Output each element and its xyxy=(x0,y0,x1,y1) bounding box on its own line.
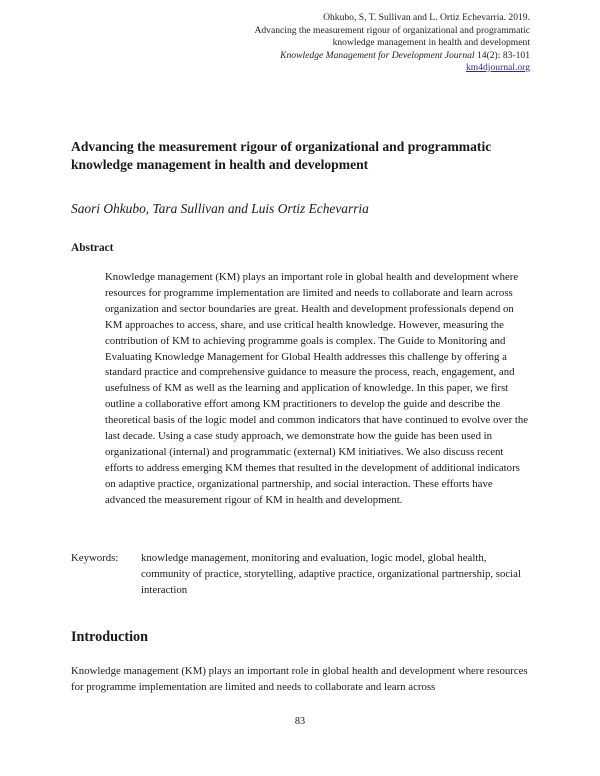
paper-title: Advancing the measurement rigour of organizational and programmatic knowledge management in health and development xyxy=(71,139,492,172)
abstract-heading: Abstract xyxy=(71,242,114,254)
running-header xyxy=(190,12,530,75)
keywords-label: Keywords: xyxy=(71,552,119,564)
journal-issue: 14(2): 83-101 xyxy=(474,49,530,61)
journal-name: Knowledge Management for Development Journal xyxy=(280,49,475,61)
page-number: 83 xyxy=(294,716,306,727)
header-article-title-line-1: Advancing the measurement rigour of organizational and programmatic xyxy=(254,24,530,36)
keywords-text: knowledge management, monitoring and evaluation, logic model, global health, community of practice, storytelling, adaptive practice, organizational partnership, social interaction xyxy=(141,552,521,596)
header-article-title-line-2: knowledge management in health and development xyxy=(332,37,530,48)
introduction-text: Knowledge management (KM) plays an important role in global health and development where resources for programme implementation are limited and needs to collaborate and learn across xyxy=(71,665,528,693)
journal-website-link[interactable]: km4djournal.org xyxy=(465,62,530,73)
journal-reference xyxy=(190,50,530,63)
paper-authors: Saori Ohkubo, Tara Sullivan and Luis Ortiz Echevarria xyxy=(71,201,369,216)
abstract-text: Knowledge management (KM) plays an important role in global health and development where resources for programme implementation are limited and needs to collaborate and learn across organization and sector boundaries are great. Health and development professionals depend on KM approaches to access, share, and use critical health knowledge. However, measuring the contribution of KM to achieving programme goals is complex. The Guide to Monitoring and Evaluating Knowledge Management for Global Health addresses this challenge by offering a standard practice and comprehensive guidance to measure the process, reach, engagement, and usefulness of KM as well as the learning and application of knowledge. In this paper, we first outline a collaborative effort among KM practitioners to develop the guide and describe the theoretical basis of the logic model and common indicators that have continued to evolve over the last decade. Using a case study approach, we demonstrate how the guide has been used in organizational (internal) and programmatic (external) KM initiatives. We also discuss recent efforts to address emerging KM themes that resulted in the development of additional indicators on adaptive practice, organizational partnership, and social interaction. These efforts have advanced the measurement rigour of KM in health and development. xyxy=(105,271,529,506)
citation-line: Ohkubo, S, T. Sullivan and L. Ortiz Echevarria. 2019. xyxy=(323,12,530,23)
introduction-heading: Introduction xyxy=(71,629,148,645)
